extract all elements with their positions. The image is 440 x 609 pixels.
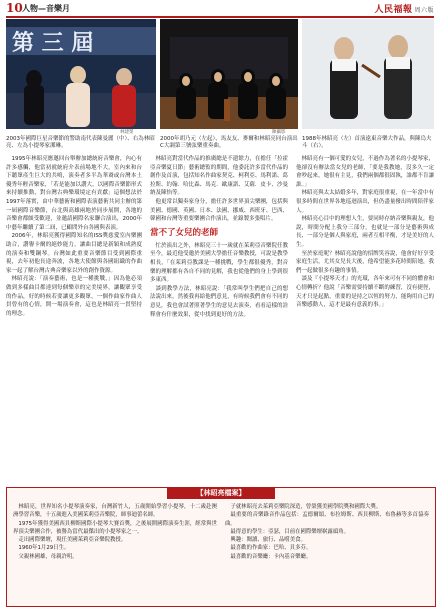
masthead: 人民福報 周六版 xyxy=(374,5,434,15)
col3-paragraph-1: 林昭亮有一個可愛的女兒，不過作為著名的小提琴家，他卻沒有辦法當女兒的老師，「要是我教她，沒多久一定會吵起來，她很有主見，我們兩個都很固執，誰都不肯讓誰。」 xyxy=(296,156,434,188)
section-subheading: 當不了女兒的老師 xyxy=(150,227,219,238)
photo-1-caption: 2003年國際巨星音樂節的警助南代表陳曼麗（中）、右為林昭亮、左為小提琴家潔琳。 xyxy=(6,136,155,149)
page-header xyxy=(6,2,434,18)
article-column-2 xyxy=(150,155,288,483)
concert-photo-2 xyxy=(160,19,298,129)
profile-left-item: 父親林國雄，母親許明。 xyxy=(18,553,78,560)
profile-title: 【林昭亮檔案】 xyxy=(167,487,275,499)
concert-photo-3-image xyxy=(302,19,434,129)
profile-right-item: 子就林昭亮去茱莉亞樂院深造，曾榮獲美國學院獎和國際大獎。 xyxy=(230,504,382,510)
profile-right-item: 最重要的音樂錄音作品包括：孟德爾頌、布拉姆斯、西貝柳斯、布魯赫等多首協奏曲。 xyxy=(225,512,429,527)
photo-1-credit: 林建榮 xyxy=(120,130,134,135)
photo-3-credit: 陳攝影 xyxy=(272,130,286,135)
photo-3-caption: 1988年林昭亮（左）首演遠東音樂大作品，與陳烏夫斗（右）。 xyxy=(302,136,432,149)
profile-right-column xyxy=(225,503,429,561)
section-title: 人物—音樂月 xyxy=(22,4,70,13)
profile-left-item: 走出國際樂壇，現任美國茱莉亞音樂院教授。 xyxy=(18,537,127,544)
profile-left-item: 林昭亮，世界知名小提琴演奏家，台灣新竹人，五歲開始學習小提琴，十二歲赴澳洲學習音樂，十五歲進入美國茱莉亞音樂院，師事迪蕾名師。 xyxy=(13,504,217,519)
profile-left-column xyxy=(13,503,217,561)
col3-paragraph-2: 林昭亮與太太結婚多年，對家庭很重視，在一年當中有很多時間在世界各地巡迴演出，但仍盡量撥出時間陪伴家人。 xyxy=(296,190,434,214)
profile-left-item: 1960年1月29日生。 xyxy=(18,545,70,552)
concert-photo-1-image xyxy=(6,19,156,129)
concert-photo-3 xyxy=(302,19,434,129)
col1-paragraph-1: 1995年林昭亮應邀回台舉辦加總統府音樂會，內心有許多感觸，他當初就統府介表前場地不大，室內來和台下聽眾產生巨大的共鳴，演奏者多半為華裔或台灣本土優秀年輕音樂家，「若是能加以讚大，以國際音樂節形式來持續推動，對台灣古典樂環境定有貢獻」這個想法於1997年落實，由中華藝術和國際表演藝術共同主辦的第一屆國際音樂節，台北與高雄兩地於同步展開，各地的音樂會都頗受歡迎，並邀請國際名家聯合演出，2000年中藝年繼續了第二屆，已顧問外台各國與表演。 xyxy=(6,156,142,231)
profile-right-item: 最喜歡的作曲家：巴哈、貝多芬。 xyxy=(230,545,312,552)
col3-paragraph-3: 林昭亮心目中的理想人生，要同時存納音樂與親友，他說，時間分配上我分三部分，也就是一部分是藝術與成長、一部分是個人與家庭，兩者互相平衡，才是美好的人生。 xyxy=(296,216,434,248)
article-column-3 xyxy=(296,155,434,483)
article-column-1 xyxy=(6,155,142,483)
festival-banner: 第 三 屆 xyxy=(12,30,94,56)
col1-paragraph-3: 林昭亮說：「演奏藝術，也是一種挑戰，」因為他必須做到多樣曲目都達到每個樂章的完美境界，讓觀眾享受的作品，好的時候若要讓更多觀眾，一個作曲家作曲人員曾有的心情，開一場演奏會，這也是林昭亮一貫堅持的理念。 xyxy=(6,276,142,317)
col2-paragraph-2: 他更常以獨奏家身分，擔任許多世界頂尖樂團，包括與美國、德國、英國、日本、法國、挪威、西班牙、巴西、韓國和台灣等重要樂團合作演出，並錄製多張唱片。 xyxy=(150,198,288,223)
profile-left-item: 1975年獲得美國西貝柳斯國際小提琴大賽首獎，之後展開國際演奏生涯，經常與世界頂尖樂團合作，被譽為當代最傑出的小提琴家之一。 xyxy=(13,520,217,535)
col3-paragraph-4: 至於家庭呢？林昭亮說他的招牌笑容說，他會好好享受家庭生活，尤其女兒長大後，他希望能多花時間陪她，我們一起做很多有趣的事情。 xyxy=(296,250,434,274)
col3-paragraph-5: 談及『小提琴天才』的光環，各年來可有不同的體會和心情轉折？他說「音樂需要持續不斷的練習，沒有捷徑，天才只是起點，重要的是持之以恆的努力，能夠用自己的音樂感動人，這才是最有意義的事。」 xyxy=(296,276,434,309)
profile-box xyxy=(6,487,436,607)
page-number: 10 xyxy=(6,1,23,15)
photo-2-caption: 2000年胡乃元（左起）、馬友友、麥爾和林昭亮同台演出C大調第三號弦樂重奏曲。 xyxy=(160,136,298,149)
concert-photo-1 xyxy=(6,19,156,129)
col2-paragraph-1: 林昭亮對當代作品的推廣總是不遺餘力，在擔任「拉霍亞音樂夏日節」藝術總監的期間，他委託許多當代作品的創作及首演，包括知名作曲家契克、柯利亞、馬利諾、葛拉斯、約翰．哈比森、馬克．歐康諾、艾薩．皮卡、沙曼納及陳怡等。 xyxy=(150,156,288,197)
col1-paragraph-2: 2006年，林昭亮獲得國際知名的ISS獎慈愛室內樂團助合，讚譽卡爾的絕妙能力，讓曲目總是新穎和成熟度的演奏和雙鋼琴。台灣如此重要音樂節目受到國際重視，去年初他長途奔波，各地大使館與各國組織的作曲家一起了解台灣古典音樂家以外的創作資源。 xyxy=(6,233,142,274)
profile-right-item: 興趣：閱讀、旅行、品嚐美食。 xyxy=(230,537,306,544)
col2-paragraph-3: 忙於演出之外，林昭亮三十一歲就在茱莉亞音樂院任教至今，最近他受邀於美國大學擔任音樂教授，可說是教學相長，「在茱莉亞教課是一種挑戰，學生都很優秀，對音樂的理解都有各自不同的見解，我也從他們的身上學到很多東西。 xyxy=(150,242,288,284)
concert-photo-2-image xyxy=(160,19,298,129)
profile-right-item: 最喜歡的音樂廳：卡內基音樂廳。 xyxy=(230,553,312,560)
profile-right-item: 最得意的學生：亞瑟，目前在國際樂壇嶄露頭角。 xyxy=(230,528,349,535)
col2-paragraph-4: 談到教學方法，林昭亮說：「我常叫學生們把自己的想法說出來，然後我再給他們意見，有時候我們會有不同的意見，我也會試著照著學生的意見去演奏，看看這樣的詮釋會有什麼效果，從中找到更好的方法。 xyxy=(150,285,288,318)
